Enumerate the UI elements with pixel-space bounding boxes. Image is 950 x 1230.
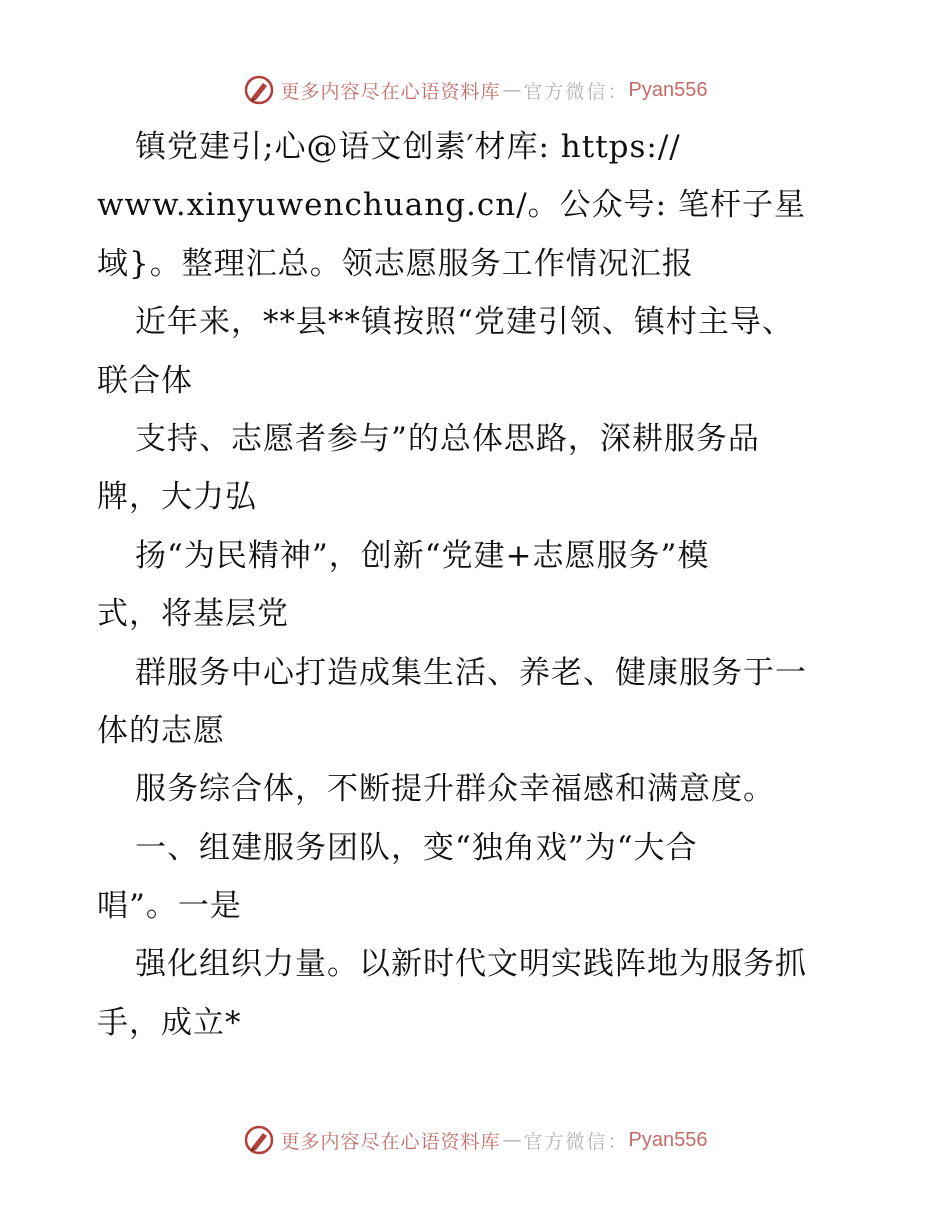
pen-circle-logo-icon bbox=[243, 74, 275, 106]
banner-promo-text: 更多内容尽在心语资料库 bbox=[280, 1130, 501, 1153]
banner-dash: — bbox=[502, 79, 522, 101]
footer-banner bbox=[0, 1120, 950, 1160]
banner-wechat-id: Pyan556 bbox=[628, 1128, 708, 1151]
banner-wechat-id: Pyan556 bbox=[628, 78, 708, 101]
document-body bbox=[97, 118, 867, 1052]
text-line: 镇党建引;心@语文创素′材库: https:// bbox=[135, 129, 681, 165]
header-banner bbox=[0, 70, 950, 110]
text-line: 服务综合体，不断提升群众幸福感和满意度。 bbox=[135, 771, 775, 808]
banner-wechat-label: 官方微信： bbox=[523, 1130, 629, 1153]
text-line: 近年来，**县**镇按照“党建引领、镇村主导、 bbox=[135, 304, 794, 341]
text-line: 支持、志愿者参与”的总体思路，深耕服务品 bbox=[135, 420, 760, 457]
text-line: 域}。整理汇总。领志愿服务工作情况汇报 bbox=[97, 245, 694, 282]
text-line: 强化组织力量。以新时代文明实践阵地为服务抓 bbox=[135, 946, 807, 983]
text-line: 唱”。一是 bbox=[97, 888, 242, 925]
text-line: 式，将基层党 bbox=[97, 596, 289, 633]
text-line: 牌，大力弘 bbox=[97, 479, 257, 516]
text-line: 扬“为民精神”，创新“党建+志愿服务”模 bbox=[135, 537, 710, 574]
pen-circle-logo-icon bbox=[243, 1124, 275, 1156]
text-line: 一、组建服务团队，变“独角戏”为“大合 bbox=[135, 829, 698, 866]
text-line: 群服务中心打造成集生活、养老、健康服务于一 bbox=[135, 654, 807, 691]
banner-dash: — bbox=[502, 1129, 522, 1151]
text-line: www.xinyuwenchuang.cn/。公众号: 笔杆子星 bbox=[97, 187, 806, 224]
text-line: 体的志愿 bbox=[97, 712, 225, 749]
text-line: 联合体 bbox=[97, 362, 193, 399]
text-line: 手，成立* bbox=[97, 1004, 242, 1041]
banner-promo-text: 更多内容尽在心语资料库 bbox=[280, 80, 501, 103]
banner-wechat-label: 官方微信： bbox=[523, 80, 629, 103]
